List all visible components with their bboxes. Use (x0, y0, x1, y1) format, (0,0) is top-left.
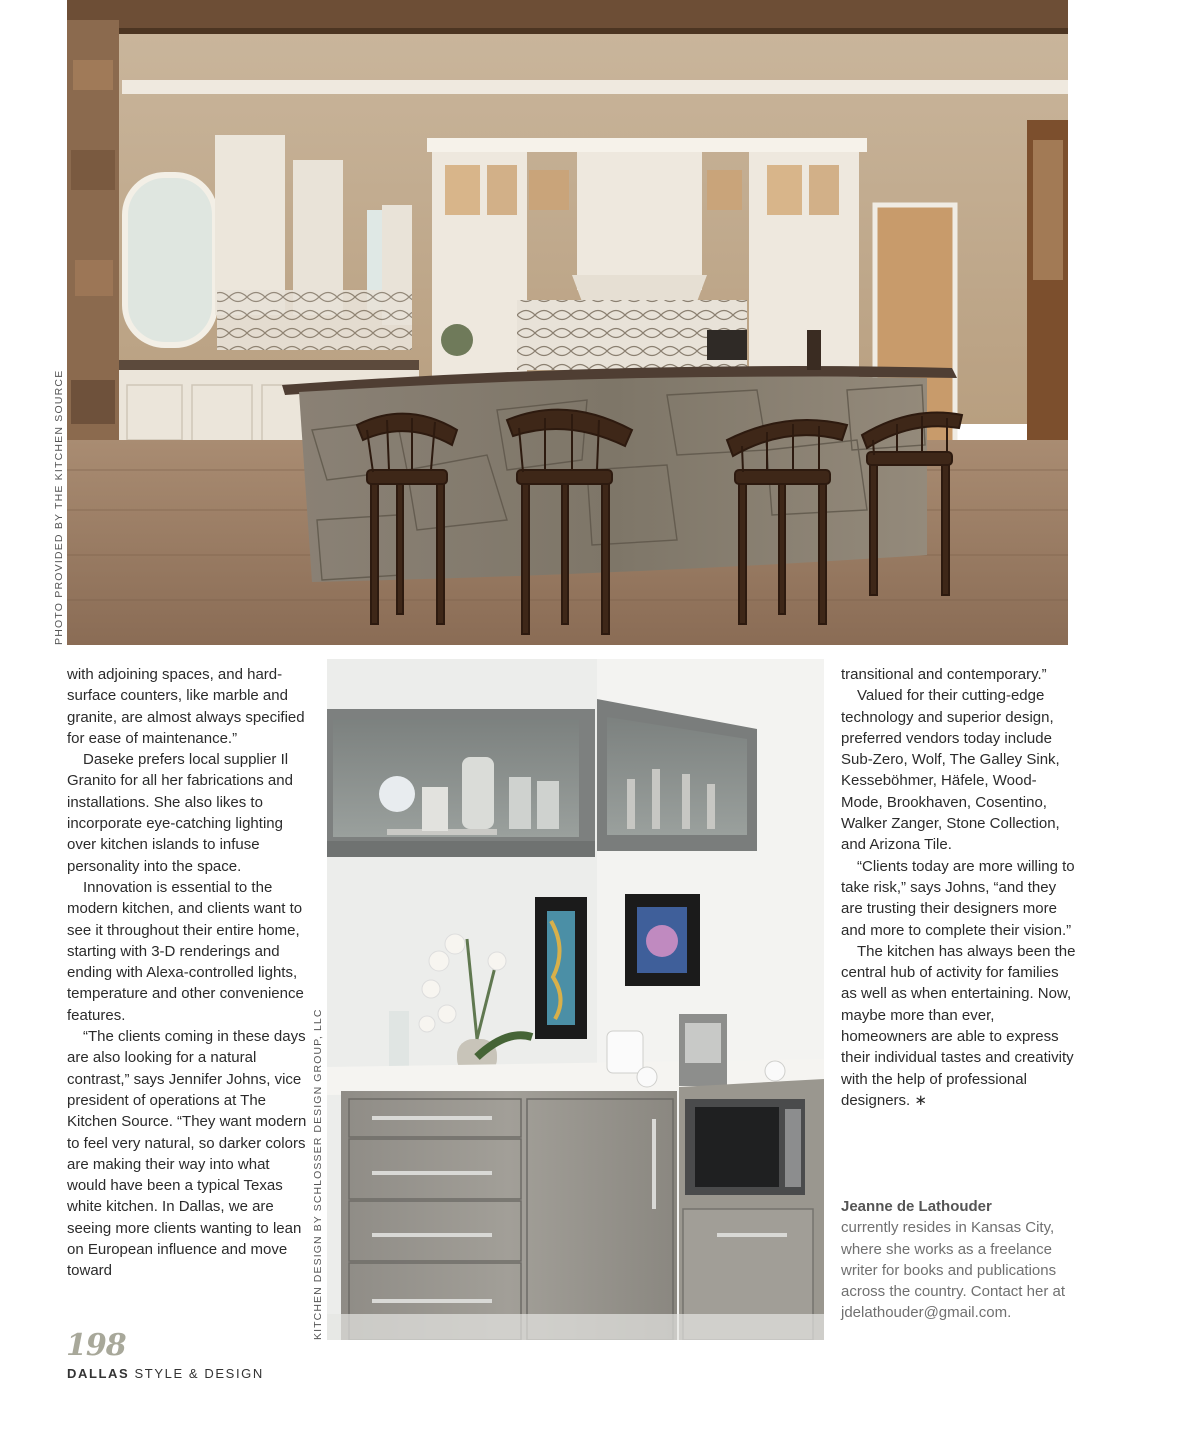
photo-credit-top: PHOTO PROVIDED BY THE KITCHEN SOURCE (53, 369, 65, 645)
paragraph: “The clients coming in these days are also looking for a natural contrast,” says Jennifer Johns, vice president of operations at The Kitchen Source. “They want modern to feel very natural, so darker colors are making their way into what would have been a typical Texas white kitchen. In Dallas, we are seeing more clients wanting to lean on European influence and move toward (67, 1028, 307, 1280)
kitchen-photo (67, 0, 1068, 645)
author-bio (841, 1196, 1081, 1324)
photo-credit-mid: KITCHEN DESIGN BY SCHLOSSER DESIGN GROUP, LLC (312, 1008, 324, 1340)
article-column-right (841, 664, 1076, 1111)
cabinetry-photo (327, 659, 824, 1340)
paragraph: “Clients today are more willing to take risk,” says Johns, “and they are trusting their designers more and more to complete their vision.” (841, 857, 1075, 939)
paragraph: transitional and contemporary.” (841, 666, 1047, 683)
publication-name-bold: DALLAS (67, 1366, 130, 1381)
paragraph: Daseke prefers local supplier Il Granito for all her fabrications and installations. She also likes to incorporate eye-catching lighting over kitchen islands to infuse personality into the space. (67, 751, 293, 875)
publication-name (67, 1366, 264, 1381)
publication-name-rest: STYLE & DESIGN (129, 1366, 264, 1381)
paragraph: Innovation is essential to the modern kitchen, and clients want to see it throughout their entire home, starting with 3-D renderings and ending with Alexa-controlled lights, temperature and other convenience features. (67, 878, 304, 1024)
paragraph: with adjoining spaces, and hard-surface counters, like marble and granite, are almost always specified for ease of maintenance.” (67, 666, 305, 747)
page-number: 198 (66, 1328, 126, 1363)
author-bio-text: currently resides in Kansas City, where she works as a freelance writer for books and publications across the country. Contact her at jdelathouder@gmail.com. (841, 1219, 1065, 1322)
paragraph: Valued for their cutting-edge technology and superior design, preferred vendors today include Sub-Zero, Wolf, The Galley Sink, Kesseböhmer, Häfele, Wood-Mode, Brookhaven, Cosentino, Walker Zanger, Stone Collection, and Arizona Tile. (841, 687, 1060, 854)
author-name: Jeanne de Lathouder (841, 1198, 992, 1215)
paragraph: The kitchen has always been the central hub of activity for families as well as when entertaining. Now, maybe more than ever, homeowners are able to express their individual tastes and creativity with the help of professional designers. ∗ (841, 942, 1076, 1109)
article-column-left (67, 664, 307, 1282)
